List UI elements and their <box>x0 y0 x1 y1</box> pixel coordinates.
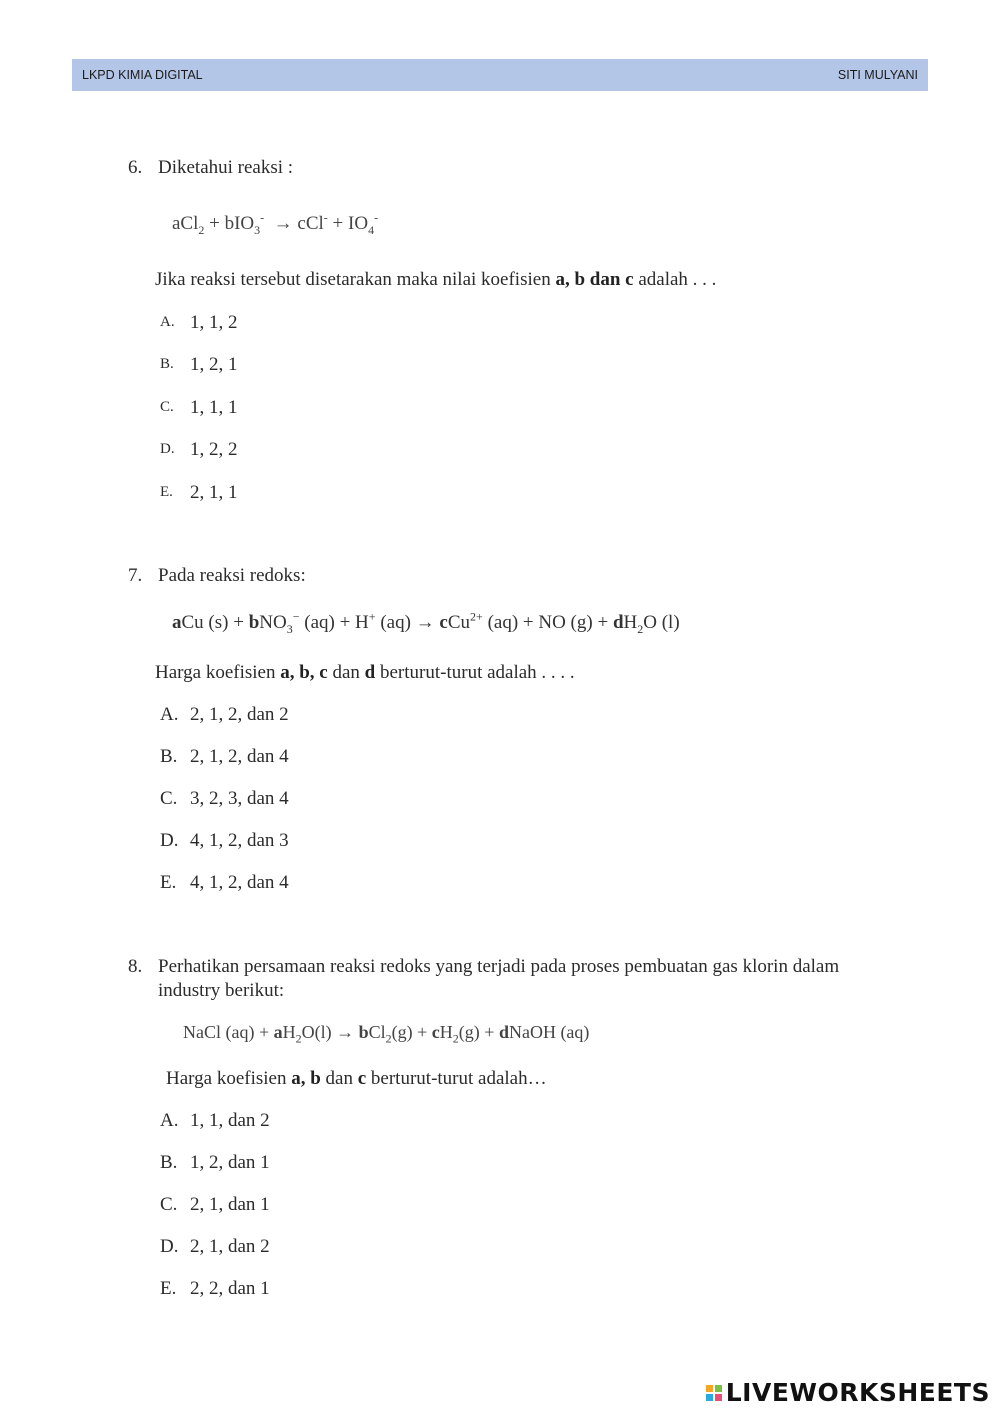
option-6e[interactable]: E. 2, 1, 1 <box>160 482 238 503</box>
question-7-prompt: Harga koefisien a, b, c dan d berturut-turut adalah . . . . <box>155 662 575 683</box>
option-7a[interactable]: A. 2, 1, 2, dan 2 <box>160 704 289 725</box>
option-8c[interactable]: C. 2, 1, dan 1 <box>160 1194 270 1215</box>
option-7d[interactable]: D. 4, 1, 2, dan 3 <box>160 830 289 851</box>
question-number: 6. <box>128 157 143 178</box>
question-number: 7. <box>128 565 143 586</box>
option-6a[interactable]: A. 1, 1, 2 <box>160 312 238 333</box>
logo-square-icon <box>715 1394 722 1401</box>
option-6c[interactable]: C. 1, 1, 1 <box>160 397 238 418</box>
liveworksheets-logo[interactable] <box>706 1378 990 1407</box>
question-6-title <box>128 156 928 180</box>
option-8a[interactable]: A. 1, 1, dan 2 <box>160 1110 270 1131</box>
option-6d[interactable]: D. 1, 2, 2 <box>160 439 238 460</box>
reaction-equation-7: aCu (s) + bNO$_3$− (aq) + H+ (aq) → cCu$^{2+}$ (aq) + NO $(g) + dH_2O$ (l) <box>172 609 680 636</box>
header-title: LKPD KIMIA DIGITAL <box>82 68 203 82</box>
option-7e[interactable]: E. 4, 1, 2, dan 4 <box>160 872 289 893</box>
option-8b[interactable]: B. 1, 2, dan 1 <box>160 1152 270 1173</box>
question-7-title <box>128 564 928 588</box>
logo-text: LIVEWORKSHEETS <box>725 1378 990 1407</box>
reaction-equation-8: NaCl $(aq) + aH_2O(l) \to bCl_2(g) + cH_2(g)$ + dNaOH (aq) <box>183 1022 590 1046</box>
page-header <box>72 59 928 91</box>
question-text: Diketahui reaksi : <box>158 157 294 178</box>
option-6b[interactable]: B. 1, 2, 1 <box>160 354 238 375</box>
logo-square-icon <box>706 1394 713 1401</box>
logo-square-icon <box>706 1385 713 1392</box>
question-text: Pada reaksi redoks: <box>158 565 306 586</box>
question-8-title <box>128 955 928 1003</box>
question-8-prompt: Harga koefisien a, b dan c berturut-turut adalah… <box>166 1068 547 1089</box>
option-8e[interactable]: E. 2, 2, dan 1 <box>160 1278 270 1299</box>
logo-square-icon <box>715 1385 722 1392</box>
reaction-equation-6: $aCl_2 + bIO_3^- \to cCl^- + IO_4^-$ <box>172 210 379 237</box>
header-author: SITI MULYANI <box>837 68 918 82</box>
question-text: Perhatikan persamaan reaksi redoks yang terjadi pada proses pembuatan gas klorin dalam industry berikut: <box>158 956 840 1001</box>
logo-mark-icon <box>706 1385 722 1401</box>
option-8d[interactable]: D. 2, 1, dan 2 <box>160 1236 270 1257</box>
option-7c[interactable]: C. 3, 2, 3, dan 4 <box>160 788 289 809</box>
question-number: 8. <box>128 956 143 977</box>
option-7b[interactable]: B. 2, 1, 2, dan 4 <box>160 746 289 767</box>
question-6-prompt: Jika reaksi tersebut disetarakan maka nilai koefisien a, b dan c adalah . . . <box>155 269 717 290</box>
